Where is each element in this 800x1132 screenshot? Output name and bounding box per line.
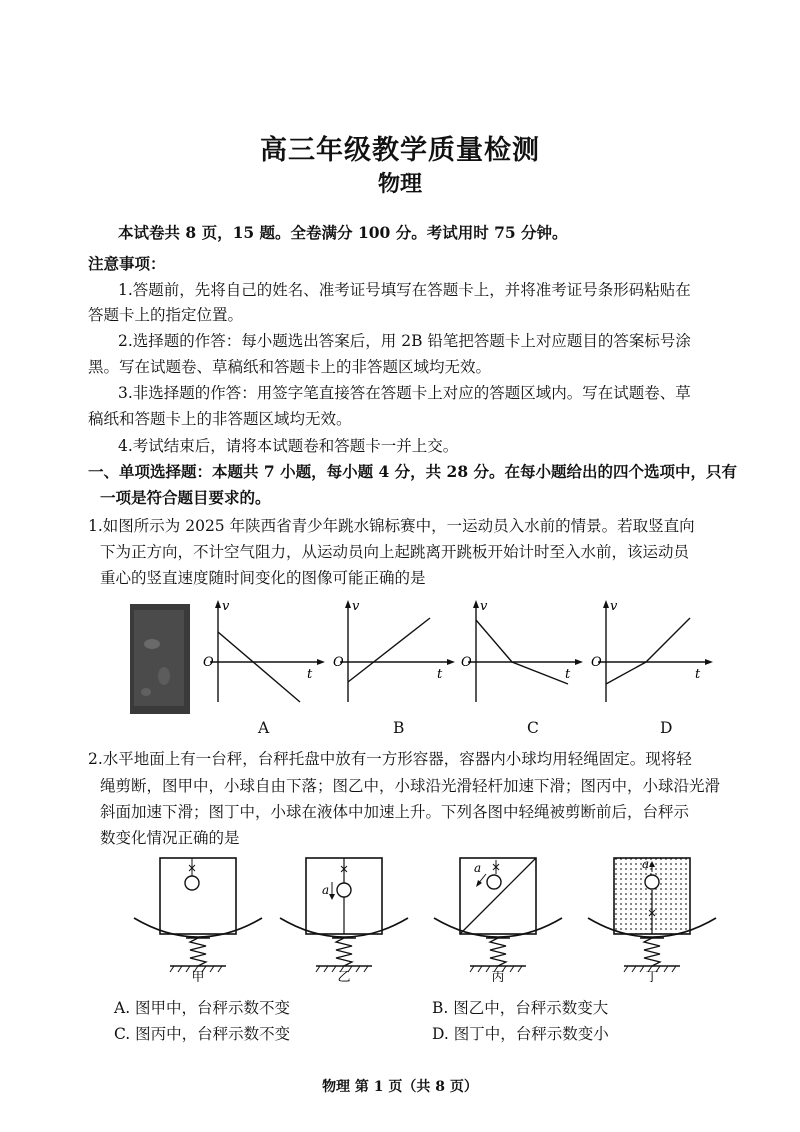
accel-label: a bbox=[474, 861, 482, 875]
notice-line: 3.非选择题的作答：用签字笔直接答在答题卡上对应的答题区域内。写在试题卷、草 bbox=[118, 384, 691, 402]
origin-label: O bbox=[591, 655, 602, 670]
fig-label-yi: 乙 bbox=[337, 970, 351, 982]
page-footer: 物理 第 1 页（共 8 页） bbox=[322, 1079, 478, 1095]
graph-b bbox=[330, 598, 460, 708]
notice-line: 黑。写在试题卷、草稿纸和答题卡上的非答题区域均无效。 bbox=[88, 358, 492, 376]
scale-figure-jia bbox=[130, 852, 266, 982]
q2-line: 2.水平地面上有一台秤，台秤托盘中放有一方形容器，容器内小球均用轻绳固定。现将轻 bbox=[88, 750, 692, 768]
graph-a bbox=[200, 598, 330, 708]
notice-line: 答题卡上的指定位置。 bbox=[88, 306, 244, 324]
origin-label: O bbox=[461, 655, 472, 670]
section-heading-cont: 一项是符合题目要求的。 bbox=[100, 488, 271, 507]
v-axis-label: v bbox=[352, 599, 360, 614]
notice-line: 2.选择题的作答：每小题选出答案后，用 2B 铅笔把答题卡上对应题目的答案标号涂 bbox=[118, 332, 691, 350]
graph-label-d: D bbox=[660, 719, 673, 737]
q2-line: 绳剪断，图甲中，小球自由下落；图乙中，小球沿光滑轻杆加速下滑；图丙中，小球沿光滑 bbox=[100, 777, 721, 795]
section-heading: 一、单项选择题：本题共 7 小题，每小题 4 分，共 28 分。在每小题给出的四个选项中，只有 bbox=[88, 462, 738, 481]
intro-text: 本试卷共 8 页，15 题。全卷满分 100 分。考试用时 75 分钟。 bbox=[118, 223, 568, 242]
fig-label-bing: 丙 bbox=[491, 970, 505, 982]
t-axis-label: t bbox=[307, 667, 313, 682]
v-axis-label: v bbox=[610, 599, 618, 614]
q2-line: 数变化情况正确的是 bbox=[100, 829, 240, 847]
notice-line: 1.答题前，先将自己的姓名、准考证号填写在答题卡上，并将准考证号条形码粘贴在 bbox=[118, 281, 691, 299]
t-axis-label: t bbox=[437, 667, 443, 682]
option-c: C. 图丙中，台秤示数不变 bbox=[114, 1025, 291, 1043]
origin-label: O bbox=[333, 655, 344, 670]
scale-figure-bing bbox=[430, 852, 566, 982]
origin-label: O bbox=[203, 655, 214, 670]
diver-photo bbox=[130, 604, 190, 714]
graph-label-c: C bbox=[527, 719, 539, 737]
v-axis-label: v bbox=[480, 599, 488, 614]
fig-label-jia: 甲 bbox=[191, 970, 205, 982]
option-a: A. 图甲中，台秤示数不变 bbox=[114, 999, 291, 1017]
option-b: B. 图乙中，台秤示数变大 bbox=[432, 999, 609, 1017]
scale-figure-yi bbox=[276, 852, 412, 982]
notice-line: 稿纸和答题卡上的非答题区域均无效。 bbox=[88, 410, 352, 428]
graph-c bbox=[458, 598, 588, 708]
accel-label: a bbox=[322, 883, 330, 897]
q2-line: 斜面加速下滑；图丁中，小球在液体中加速上升。下列各图中轻绳被剪断前后，台秤示 bbox=[100, 803, 690, 821]
scale-figure-ding bbox=[584, 852, 720, 982]
q1-line: 1.如图所示为 2025 年陕西省青少年跳水锦标赛中，一运动员入水前的情景。若取竖直向 bbox=[88, 517, 695, 535]
option-d: D. 图丁中，台秤示数变小 bbox=[432, 1025, 609, 1043]
graph-label-b: B bbox=[393, 719, 405, 737]
graph-label-a: A bbox=[258, 719, 270, 737]
notice-heading: 注意事项： bbox=[88, 254, 166, 273]
accel-label: a bbox=[642, 857, 650, 871]
t-axis-label: t bbox=[695, 667, 701, 682]
notice-line: 4.考试结束后，请将本试题卷和答题卡一并上交。 bbox=[118, 437, 459, 455]
q1-line: 下为正方向，不计空气阻力，从运动员向上起跳离开跳板开始计时至入水前，该运动员 bbox=[100, 543, 690, 561]
graph-d bbox=[588, 598, 718, 708]
q1-line: 重心的竖直速度随时间变化的图像可能正确的是 bbox=[100, 569, 426, 587]
page-title: 高三年级教学质量检测 bbox=[260, 135, 540, 166]
subject-title: 物理 bbox=[377, 171, 422, 197]
fig-label-ding: 丁 bbox=[645, 970, 659, 982]
v-axis-label: v bbox=[222, 599, 230, 614]
t-axis-label: t bbox=[565, 667, 571, 682]
